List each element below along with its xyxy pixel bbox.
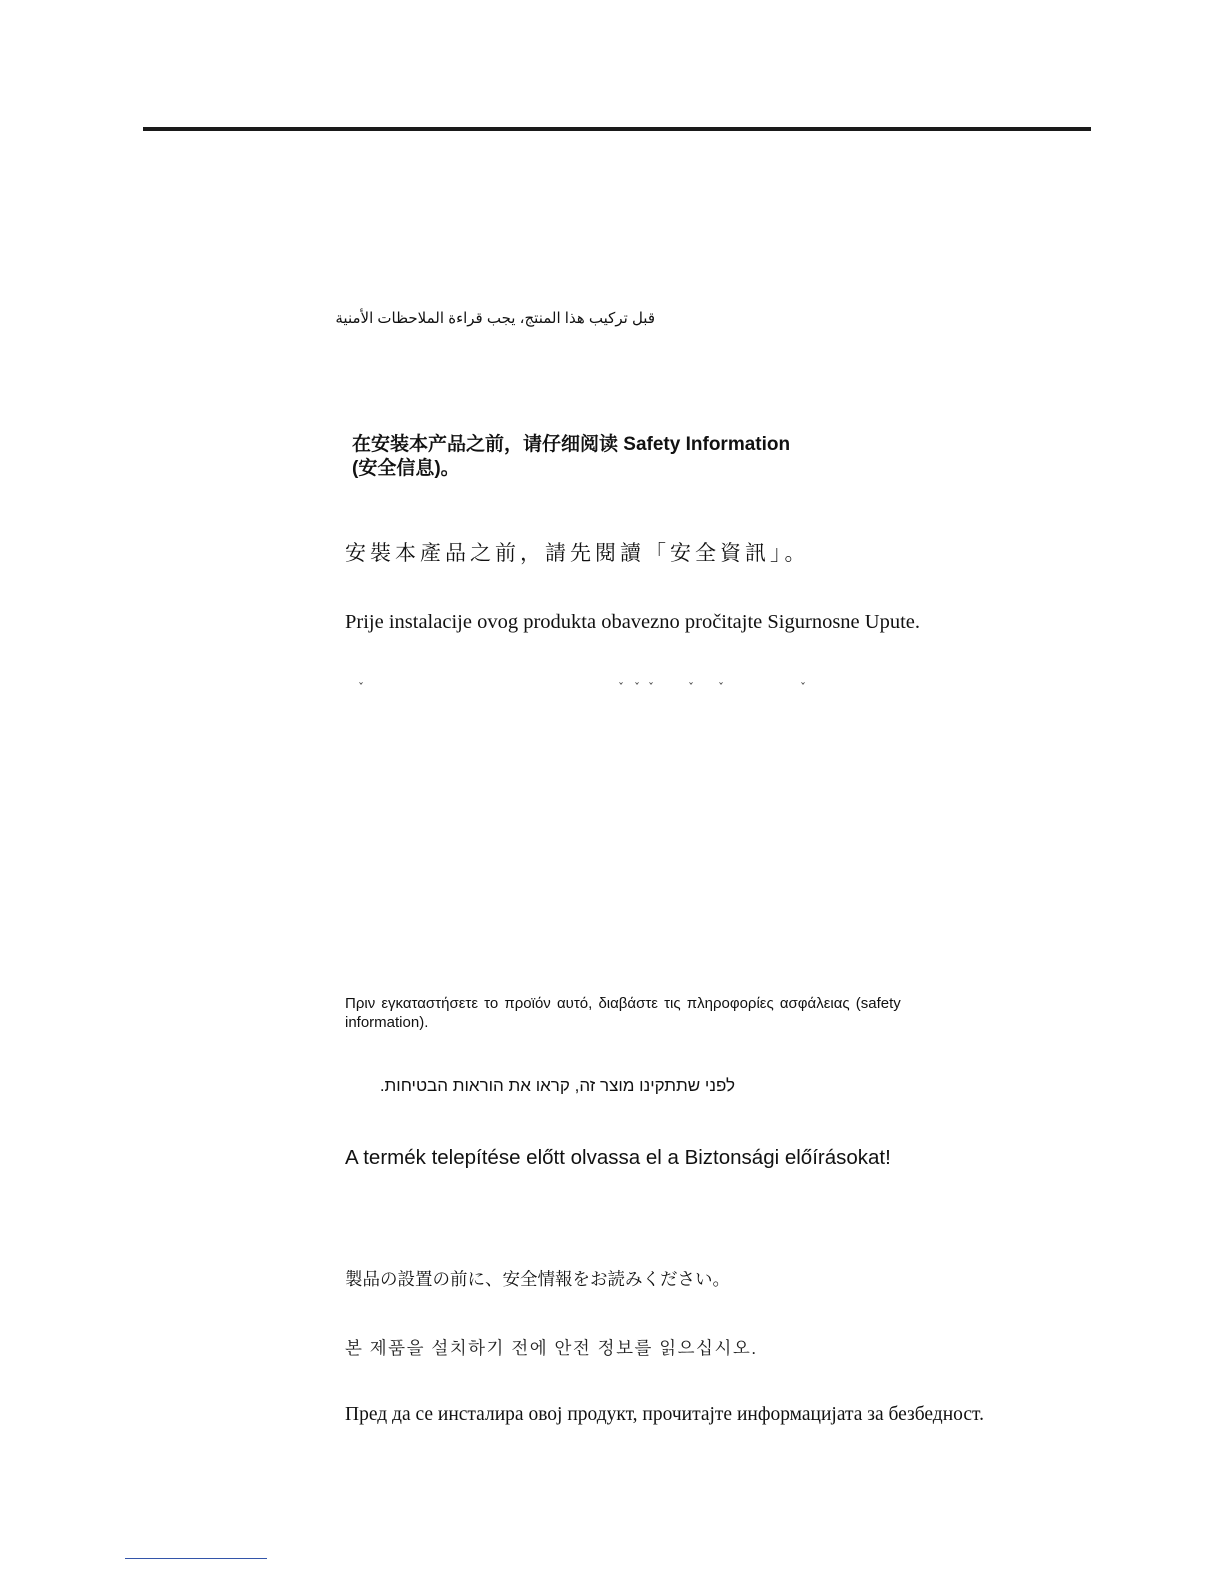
notice-greek: Πριν εγκαταστήσετε το προϊόν αυτό, διαβάστε τις πληροφορίες ασφάλειας (safety information). xyxy=(345,995,901,1031)
notice-chinese-traditional: 安裝本產品之前，請先閱讀「安全資訊」。 xyxy=(345,541,810,565)
orphan-caron-marks xyxy=(352,681,812,697)
footnote-rule xyxy=(125,1558,267,1559)
caron-mark: ˇ xyxy=(358,681,364,695)
notice-macedonian: Пред да се инсталира овој продукт, прочитајте информацијата за безбедност. xyxy=(345,1404,984,1425)
notice-arabic: قبل تركيب هذا المنتج، يجب قراءة الملاحظات الأمنية xyxy=(335,310,655,327)
notice-chinese-simplified xyxy=(352,433,822,481)
notice-chinese-simplified-line1: 在安装本产品之前，请仔细阅读 xyxy=(352,434,619,455)
caron-mark: ˇ xyxy=(648,681,654,695)
caron-mark: ˇ xyxy=(634,681,640,695)
notice-croatian: Prije instalacije ovog produkta obavezno pročitajte Sigurnosne Upute. xyxy=(345,611,920,633)
notice-hungarian: A termék telepítése előtt olvassa el a Biztonsági előírásokat! xyxy=(345,1146,891,1169)
caron-mark: ˇ xyxy=(688,681,694,695)
notice-korean: 본 제품을 설치하기 전에 안전 정보를 읽으십시오. xyxy=(345,1338,758,1358)
top-rule xyxy=(143,127,1091,131)
notice-japanese: 製品の設置の前に、安全情報をお読みください。 xyxy=(345,1269,730,1289)
notice-hebrew: לפני שתתקינו מוצר זה, קראו את הוראות הבטיחות. xyxy=(379,1076,735,1095)
caron-mark: ˇ xyxy=(718,681,724,695)
notice-chinese-simplified-line2: (安全信息)。 xyxy=(352,458,460,479)
caron-mark: ˇ xyxy=(618,681,624,695)
notice-chinese-simplified-latin: Safety Information xyxy=(623,434,791,455)
caron-mark: ˇ xyxy=(800,681,806,695)
